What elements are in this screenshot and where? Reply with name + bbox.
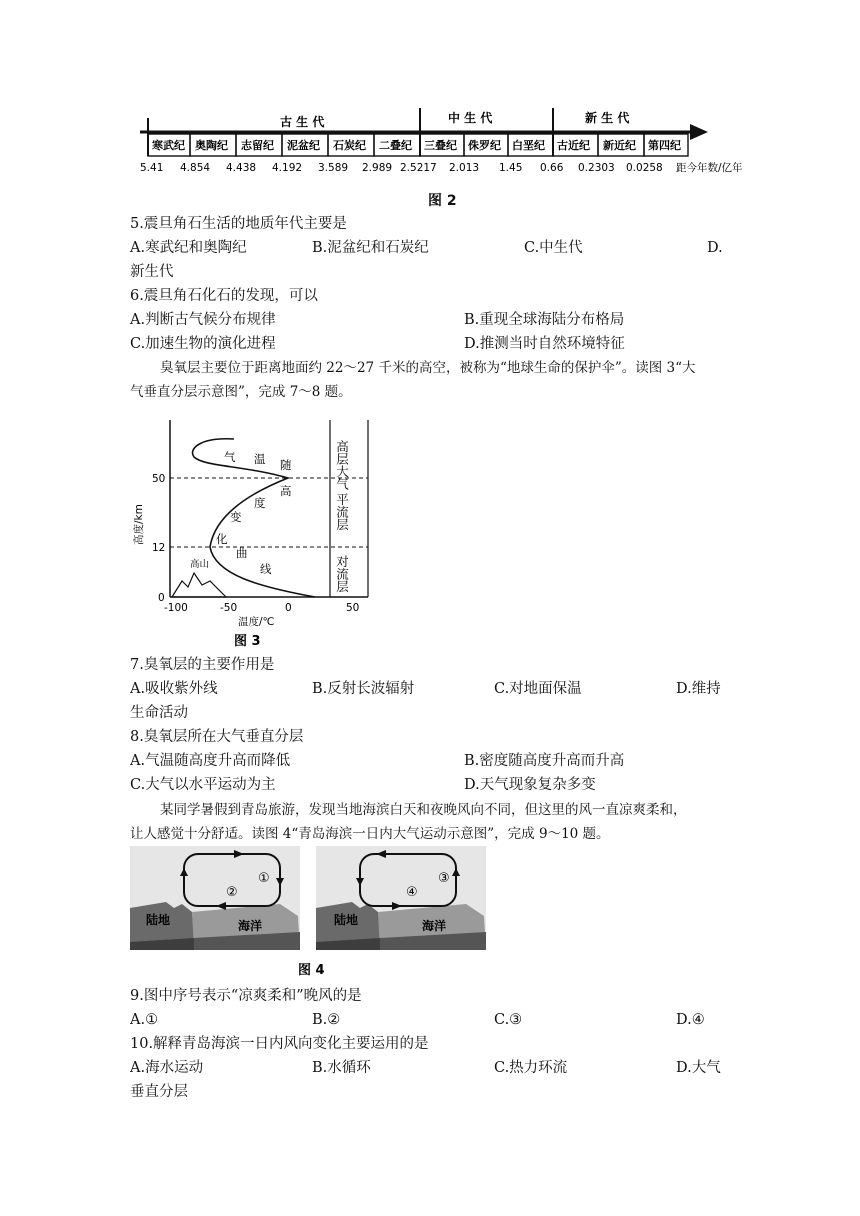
age-tick: 1.45 — [499, 162, 523, 174]
age-tick: 0.2303 — [578, 162, 615, 174]
question-9-stem: 9.图中序号表示“凉爽柔和”晚风的是 — [130, 988, 362, 1004]
land-label-right: 陆地 — [334, 913, 359, 927]
intro-9-10-line1: 某同学暑假到青岛旅游，发现当地海滨白天和夜晚风向不同，但这里的风一直凉爽柔和， — [160, 802, 687, 818]
geologic-timeline-figure — [130, 100, 780, 180]
period-silurian: 志留纪 — [241, 139, 274, 152]
arrow-label-2: ② — [226, 885, 238, 900]
land-label-left: 陆地 — [146, 913, 171, 927]
question-10-stem: 10.解释青岛海滨一日内风向变化主要运用的是 — [130, 1036, 429, 1052]
curve-label-char: 随 — [280, 458, 292, 472]
layer-stratosphere: 平流层 — [334, 493, 350, 531]
arrow-label-1: ① — [258, 871, 270, 886]
era-label-paleozoic: 古 生 代 — [280, 115, 325, 129]
curve-label-char: 线 — [260, 562, 272, 576]
curve-label-char: 化 — [216, 532, 228, 546]
age-tick: 0.66 — [540, 162, 564, 174]
question-9-option-a[interactable]: A.① — [130, 1012, 159, 1028]
layer-high-atmosphere: 高层大气 — [334, 440, 350, 490]
curve-label-char: 曲 — [236, 546, 248, 560]
question-5-option-d-cont: 新生代 — [130, 264, 174, 280]
arrow-label-4: ④ — [406, 885, 418, 900]
sea-label-left: 海洋 — [238, 919, 263, 933]
period-devonian: 泥盆纪 — [287, 139, 320, 152]
intro-7-8-line1: 臭氧层主要位于距离地面约 22～27 千米的高空，被称为“地球生命的保护伞”。读图 3“大 — [160, 360, 696, 376]
x-tick: 0 — [285, 602, 292, 614]
question-6-option-c[interactable]: C.加速生物的演化进程 — [130, 336, 276, 352]
age-tick: 4.854 — [180, 162, 211, 174]
question-10-option-d[interactable]: D.大气 — [676, 1060, 721, 1076]
question-5-option-c[interactable]: C.中生代 — [524, 240, 583, 256]
question-5-option-d[interactable]: D. — [707, 240, 723, 256]
age-tick: 2.5217 — [400, 162, 437, 174]
intro-9-10-line2: 让人感觉十分舒适。读图 4“青岛海滨一日内大气运动示意图”，完成 9～10 题。 — [130, 826, 610, 842]
period-carboniferous: 石炭纪 — [333, 139, 366, 152]
question-10-option-d-cont: 垂直分层 — [130, 1084, 188, 1100]
period-neogene: 新近纪 — [603, 139, 636, 152]
age-axis-unit: 距今年数/亿年 — [676, 162, 743, 174]
question-9-option-b[interactable]: B.② — [312, 1012, 341, 1028]
question-7-option-b[interactable]: B.反射长波辐射 — [312, 681, 415, 697]
question-8-stem: 8.臭氧层所在大气垂直分层 — [130, 729, 304, 745]
curve-label-char: 度 — [254, 496, 266, 510]
intro-7-8-line2: 气垂直分层示意图”，完成 7～8 题。 — [130, 384, 352, 400]
figure4-caption: 图 4 — [298, 963, 325, 978]
period-ordovician: 奥陶纪 — [195, 139, 228, 152]
curve-label-char: 变 — [230, 510, 242, 524]
age-tick: 3.589 — [318, 162, 349, 174]
timeline-arrowhead — [690, 124, 708, 140]
question-5-option-a[interactable]: A.寒武纪和奥陶纪 — [130, 240, 247, 256]
y-axis-label: 高度/km — [133, 504, 145, 545]
period-permian: 二叠纪 — [379, 139, 412, 152]
question-6-option-a[interactable]: A.判断古气候分布规律 — [130, 312, 276, 328]
question-7-option-c[interactable]: C.对地面保温 — [494, 681, 582, 697]
period-jurassic: 侏罗纪 — [468, 139, 501, 152]
age-tick: 0.0258 — [626, 162, 663, 174]
y-tick-0: 0 — [158, 592, 165, 604]
curve-label-char: 温 — [254, 452, 266, 466]
x-tick: -50 — [220, 602, 238, 614]
question-5-option-b[interactable]: B.泥盆纪和石炭纪 — [312, 240, 429, 256]
question-6-option-b[interactable]: B.重现全球海陆分布格局 — [464, 312, 625, 328]
curve-label-char: 高 — [280, 484, 292, 498]
question-9-option-c[interactable]: C.③ — [494, 1012, 523, 1028]
question-6-option-d[interactable]: D.推测当时自然环境特征 — [464, 336, 625, 352]
y-tick-50: 50 — [152, 473, 166, 485]
sea-land-breeze-figure — [130, 846, 490, 982]
question-7-option-a[interactable]: A.吸收紫外线 — [130, 681, 218, 697]
curve-label-char: 气 — [224, 450, 236, 464]
age-tick: 4.438 — [226, 162, 257, 174]
arrow-label-3: ③ — [438, 871, 450, 886]
figure3-caption: 图 3 — [234, 634, 261, 649]
y-tick-12: 12 — [152, 542, 166, 554]
question-10-option-c[interactable]: C.热力环流 — [494, 1060, 568, 1076]
period-quaternary: 第四纪 — [648, 139, 681, 152]
atmosphere-layers-figure — [130, 405, 380, 655]
x-tick: -100 — [164, 602, 188, 614]
question-8-option-a[interactable]: A.气温随高度升高而降低 — [130, 753, 291, 769]
question-7-option-d[interactable]: D.维持 — [676, 681, 721, 697]
question-9-option-d[interactable]: D.④ — [676, 1012, 705, 1028]
period-paleogene: 古近纪 — [557, 139, 590, 152]
era-label-mesozoic: 中 生 代 — [448, 111, 493, 125]
age-tick: 2.989 — [362, 162, 393, 174]
question-6-stem: 6.震旦角石化石的发现，可以 — [130, 288, 318, 304]
period-triassic: 三叠纪 — [424, 139, 457, 152]
question-8-option-b[interactable]: B.密度随高度升高而升高 — [464, 753, 625, 769]
x-tick: 50 — [346, 602, 360, 614]
question-7-option-d-cont: 生命活动 — [130, 705, 188, 721]
age-tick: 4.192 — [272, 162, 303, 174]
question-8-option-c[interactable]: C.大气以水平运动为主 — [130, 777, 276, 793]
mountain-icon — [172, 573, 226, 597]
era-label-cenozoic: 新 生 代 — [585, 111, 630, 125]
layer-troposphere: 对流层 — [334, 555, 350, 593]
age-tick: 2.013 — [449, 162, 480, 174]
question-10-option-b[interactable]: B.水循环 — [312, 1060, 371, 1076]
question-8-option-d[interactable]: D.天气现象复杂多变 — [464, 777, 596, 793]
figure2-caption: 图 2 — [428, 193, 457, 209]
x-axis-label: 温度/℃ — [238, 616, 275, 628]
question-7-stem: 7.臭氧层的主要作用是 — [130, 657, 275, 673]
question-5-stem: 5.震旦角石生活的地质年代主要是 — [130, 216, 347, 232]
period-cretaceous: 白垩纪 — [512, 139, 545, 152]
mountain-label: 高山 — [190, 559, 210, 570]
age-tick: 5.41 — [140, 162, 164, 174]
period-cambrian: 寒武纪 — [152, 139, 185, 152]
sea-label-right: 海洋 — [422, 919, 447, 933]
question-10-option-a[interactable]: A.海水运动 — [130, 1060, 204, 1076]
